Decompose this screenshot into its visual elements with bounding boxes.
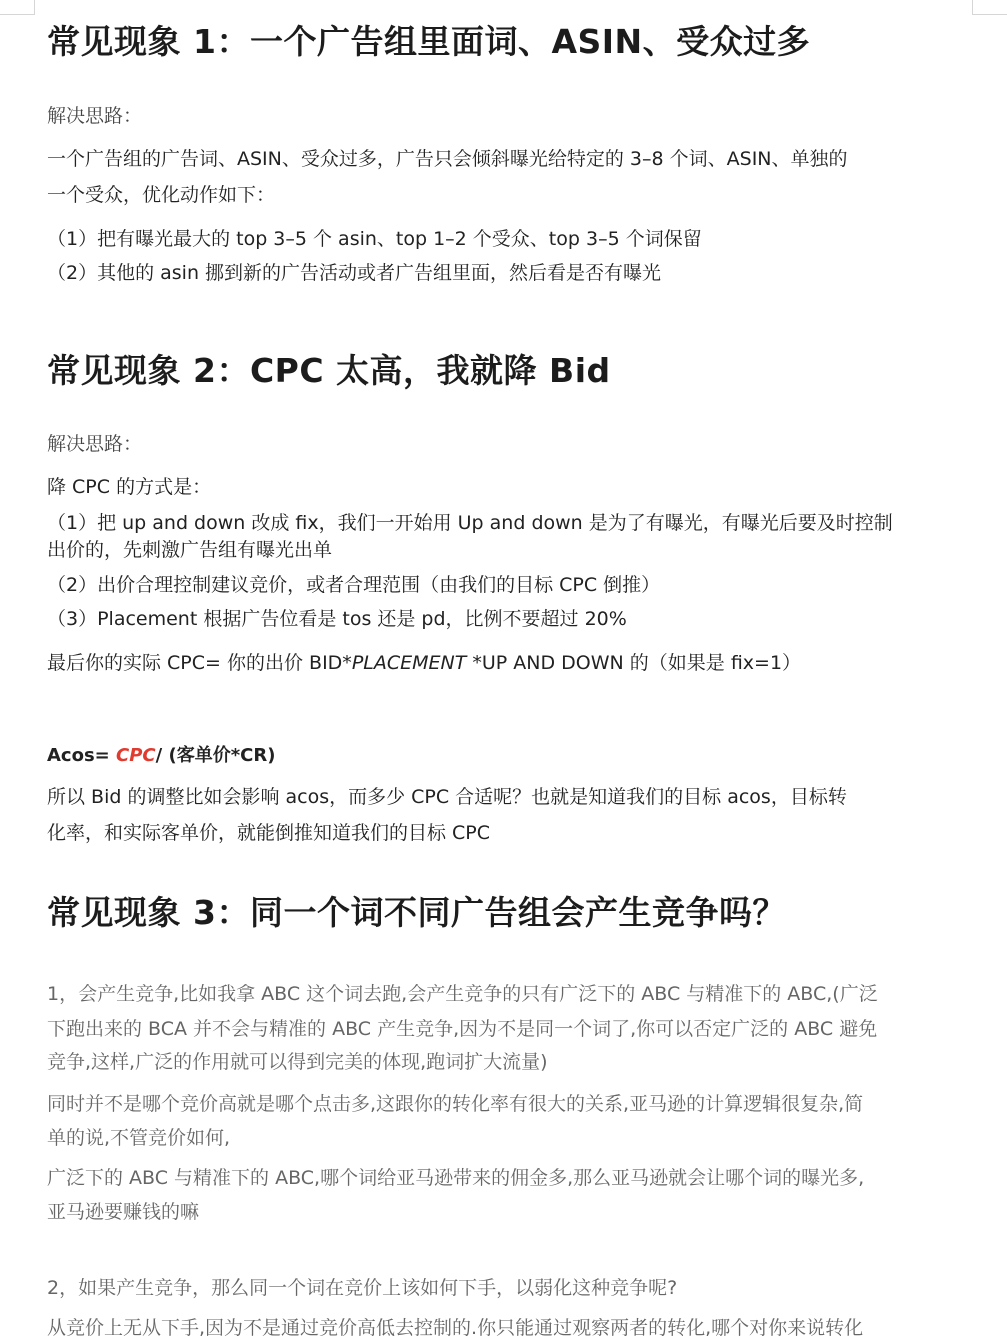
section3-p3-line1: 广泛下的 ABC 与精准下的 ABC,哪个词给亚马逊带来的佣金多,那么亚马逊就会让哪个词的曝光多, [47, 1167, 865, 1189]
section3-p5: 从竞价上无从下手,因为不是通过竞价高低去控制的.你只能通过观察两者的转化,哪个对你来说转化 [47, 1317, 864, 1339]
section2-item3: （3）Placement 根据广告位看是 tos 还是 pd，比例不要超过 20% [47, 608, 627, 630]
section1-solution-label: 解决思路： [47, 105, 143, 127]
section3-heading: 常见现象 3：同一个词不同广告组会产生竞争吗？ [47, 893, 786, 932]
page-corner-right [972, 0, 1007, 15]
acos-formula-cpc: CPC [116, 745, 156, 766]
section1-item2: （2）其他的 asin 挪到新的广告活动或者广告组里面，然后看是否有曝光 [47, 262, 662, 284]
cpc-formula-suffix: *UP AND DOWN 的（如果是 fix=1） [472, 652, 802, 674]
section3-p2-line1: 同时并不是哪个竞价高就是哪个点击多,这跟你的转化率有很大的关系,亚马逊的计算逻辑很复杂,简 [47, 1093, 864, 1115]
section2-intro: 降 CPC 的方式是： [47, 476, 212, 498]
acos-formula-suffix: / (客单价*CR) [155, 745, 276, 766]
section2-item1-line2: 出价的，先刺激广告组有曝光出单 [47, 539, 333, 561]
page-corner-left [0, 0, 35, 15]
section3-p1-line3: 竞争,这样,广泛的作用就可以得到完美的体现,跑词扩大流量) [47, 1051, 548, 1073]
section3-p1-line2: 下跑出来的 BCA 并不会与精准的 ABC 产生竞争,因为不是同一个词了,你可以否定广泛的 ABC 避免 [47, 1018, 878, 1040]
cpc-formula-prefix: 最后你的实际 CPC= 你的出价 BID* [47, 652, 352, 674]
section2-paragraph2-line2: 化率，和实际客单价，就能倒推知道我们的目标 CPC [47, 822, 491, 844]
section1-paragraph-line2: 一个受众，优化动作如下： [47, 184, 276, 206]
section3-p3-line2: 亚马逊要赚钱的嘛 [47, 1201, 200, 1223]
section3-p4: 2，如果产生竞争，那么同一个词在竞价上该如何下手，以弱化这种竞争呢? [47, 1277, 678, 1299]
section2-heading: 常见现象 2：CPC 太高，我就降 Bid [47, 351, 611, 390]
section3-p2-line2: 单的说,不管竞价如何, [47, 1127, 231, 1149]
section1-item1: （1）把有曝光最大的 top 3–5 个 asin、top 1–2 个受众、top 3–5 个词保留 [47, 228, 702, 250]
cpc-formula-placement: PLACEMENT [351, 652, 473, 674]
section2-item1-line1: （1）把 up and down 改成 fix，我们一开始用 Up and down 是为了有曝光，有曝光后要及时控制 [47, 512, 893, 534]
acos-formula [47, 741, 275, 767]
section2-paragraph2-line1: 所以 Bid 的调整比如会影响 acos，而多少 CPC 合适呢？也就是知道我们的目标 acos，目标转 [47, 786, 847, 808]
section2-solution-label: 解决思路： [47, 433, 143, 455]
section1-paragraph-line1: 一个广告组的广告词、ASIN、受众过多，广告只会倾斜曝光给特定的 3–8 个词、ASIN、单独的 [47, 148, 848, 170]
cpc-formula [47, 648, 801, 675]
section1-heading: 常见现象 1：一个广告组里面词、ASIN、受众过多 [47, 22, 811, 61]
section3-p1-line1: 1，会产生竞争,比如我拿 ABC 这个词去跑,会产生竞争的只有广泛下的 ABC 与精准下的 ABC,(广泛 [47, 983, 878, 1005]
section2-item2: （2）出价合理控制建议竞价，或者合理范围（由我们的目标 CPC 倒推） [47, 574, 661, 596]
acos-formula-prefix: Acos= [47, 745, 117, 766]
